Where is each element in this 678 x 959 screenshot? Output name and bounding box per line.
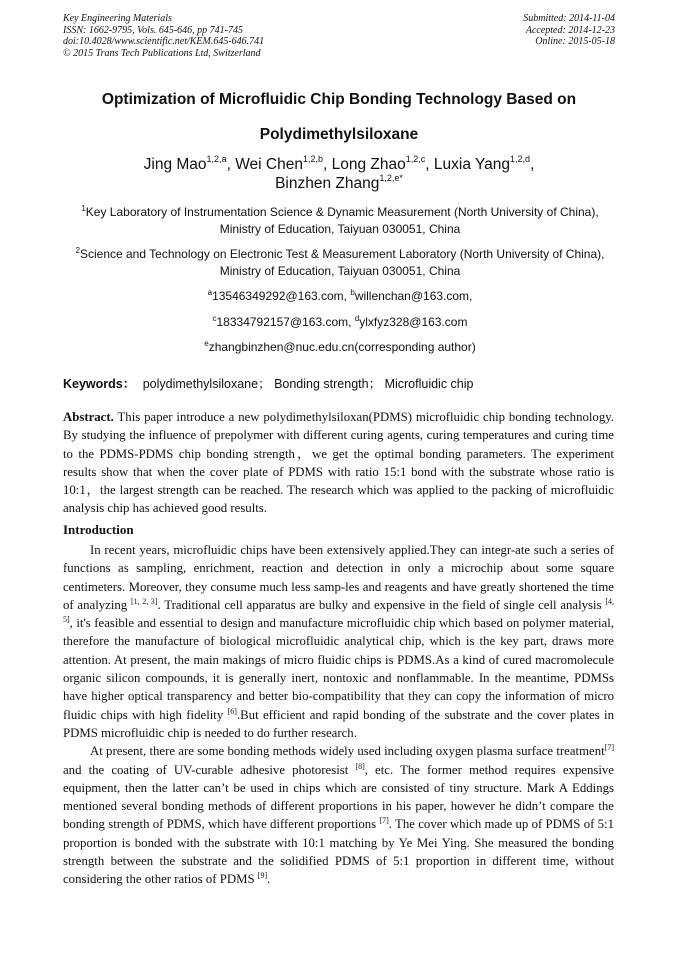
email-line-1	[60, 288, 620, 305]
paragraph-text: and the coating of UV-curable adhesive photoresist	[63, 762, 356, 777]
author-affiliation-mark: 1,2,a	[206, 154, 227, 164]
author-name: Jing Mao	[143, 156, 207, 173]
affiliation-2	[60, 246, 620, 280]
journal-header-left	[63, 13, 264, 59]
email-mark: b	[350, 288, 355, 297]
email-address: 18334792157@163.com,	[216, 315, 355, 329]
email-address: 13546349292@163.com,	[212, 289, 351, 303]
citation-ref: [6]	[227, 706, 237, 716]
section-heading-introduction: Introduction	[63, 522, 134, 537]
paragraph-text: .	[267, 872, 271, 887]
author-separator: ,	[323, 156, 332, 173]
email-mark: d	[354, 314, 360, 323]
accepted-date: Accepted: 2014-12-23	[525, 24, 615, 36]
affiliation-mark: 1	[81, 204, 86, 213]
online-date: Online: 2015-05-18	[535, 36, 615, 47]
affiliation-1	[60, 204, 620, 238]
citation-ref: [7]	[604, 743, 614, 753]
email-address: willenchan@163.com,	[354, 289, 473, 303]
email-address: zhangbinzhen@nuc.edu.cn(corresponding author)	[208, 340, 476, 354]
author-name: Long Zhao	[331, 156, 406, 173]
author-name: Binzhen Zhang	[275, 175, 380, 192]
citation-ref: [9]	[257, 871, 268, 881]
paragraph-text: . The cover which made up of PDMS of 5:1 proportion is bonded with the substrate with 10:1 matching by Ye Mei Ying. She measured the bonding strength between the substrate and the solidified PDMS of 5:1 proportion in different time, without considering the other ratios of PDMS	[63, 817, 614, 887]
email-mark: e	[204, 339, 209, 348]
citation-ref: [8]	[355, 761, 365, 771]
author-separator: ,	[530, 156, 535, 173]
author-name: Wei Chen	[235, 156, 303, 173]
email-address: ylxfyz328@163.com	[359, 315, 468, 329]
paper-title-line-1: Optimization of Microfluidic Chip Bonding Technology Based on	[101, 91, 577, 108]
submitted-date: Submitted: 2014-11-04	[523, 13, 615, 24]
abstract-label: Abstract.	[63, 410, 114, 424]
introduction-paragraph-1	[63, 541, 614, 742]
author-list	[70, 155, 608, 193]
paragraph-text: , it's feasible and essential to design and manufacture microfluidic chip which based on polymer material, therefore the manufacture of biological microfluidic analytical chip, which is the key part, draws more attention. At present, the main makings of micro fluidic chips is PDMS.As a kind of cured macromolecule organic silicon compounds, it is generally inert, nontoxic and nonflammable. In the meantime, PDMSs have higher optical transparency and better bio-compatibility that they can copy the information of micro fluidic chips with high fidelity	[63, 616, 614, 722]
author-affiliation-mark: 1,2,c	[405, 154, 426, 164]
affiliation-mark: 2	[75, 246, 80, 255]
introduction-body	[63, 541, 614, 889]
keywords-line	[63, 374, 473, 392]
email-mark: c	[212, 314, 217, 323]
citation-ref: [1, 2, 3]	[130, 596, 158, 606]
author-separator: ,	[425, 156, 434, 173]
citation-ref: [7]	[379, 816, 389, 826]
email-line-3	[60, 339, 620, 356]
author-affiliation-mark: 1,2,e*	[379, 173, 403, 183]
affiliation-text: Key Laboratory of Instrumentation Science & Dynamic Measurement (North University of China), Ministry of Education, Taiyuan 030051, China	[85, 205, 599, 236]
paragraph-text: . Traditional cell apparatus are bulky and expensive in the field of single cell analysis	[157, 597, 606, 612]
paragraph-text: At present, there are some bonding methods widely used including oxygen plasma surface treatment	[90, 744, 605, 759]
citation-ref: [4, 5]	[63, 596, 615, 625]
doi-line: doi:10.4028/www.scientific.net/KEM.645-646.741	[63, 36, 265, 47]
keyword-item: Bonding strength；	[274, 377, 382, 391]
copyright-line: © 2015 Trans Tech Publications Ltd, Switzerland	[63, 47, 261, 59]
issn-line: ISSN: 1662-9795, Vols. 645-646, pp 741-745	[63, 24, 243, 36]
email-line-2	[60, 314, 620, 331]
paragraph-text: , etc. The former method requires expensive equipment, then the latter can’t be used in chips which are consisted of tiny structure. Mark A Eddings mentioned several bonding methods of different proportions in his paper, however he didn’t compare the bonding strength of PDMS, which have different proportions	[63, 762, 614, 832]
author-separator: ,	[226, 156, 236, 173]
keyword-item: polydimethylsiloxane；	[142, 377, 271, 391]
abstract-paragraph	[63, 408, 614, 518]
keyword-item: Microfluidic chip	[384, 377, 474, 391]
paper-title-line-2: Polydimethylsiloxane	[259, 126, 419, 143]
journal-header-right	[523, 13, 615, 48]
journal-name: Key Engineering Materials	[63, 13, 172, 24]
author-affiliation-mark: 1,2,d	[510, 154, 531, 164]
abstract-text: This paper introduce a new polydimethylsiloxan(PDMS) microfluidic chip bonding technology. By studying the influence of prepolymer with different curing agents, curing temperatures and curing time to the PDMS-PDMS chip bonding strength，we get the optimal bonding parameters. The experiment results show that when the cover plate of PDMS with ratio 15:1 bond with the substrate whose ratio is 10:1，the largest strength can be reached. The research which was applied to the packing of microfluidic analysis chip has achieved good results.	[63, 410, 614, 516]
author-name: Luxia Yang	[433, 156, 511, 173]
paragraph-text: In recent years, microfluidic chips have been extensively applied.They can integr-ate such a series of functions as sampling, enrichment, reaction and detection in only a microchip about some square centimeters. Moreover, they consume much less samp-les and reagents and have greatly shortened the time of analyzing	[63, 543, 614, 612]
introduction-paragraph-2	[63, 742, 614, 888]
email-mark: a	[207, 288, 213, 297]
paragraph-text: .But efficient and rapid bonding of the substrate and the cover plates in PDMS microfluidic chip is needed to do further research.	[63, 707, 614, 740]
author-affiliation-mark: 1,2,b	[302, 154, 323, 164]
affiliation-text: Science and Technology on Electronic Test & Measurement Laboratory (North University of China), Ministry of Education, Taiyuan 030051, China	[79, 247, 605, 278]
keywords-label: Keywords：	[63, 377, 136, 391]
